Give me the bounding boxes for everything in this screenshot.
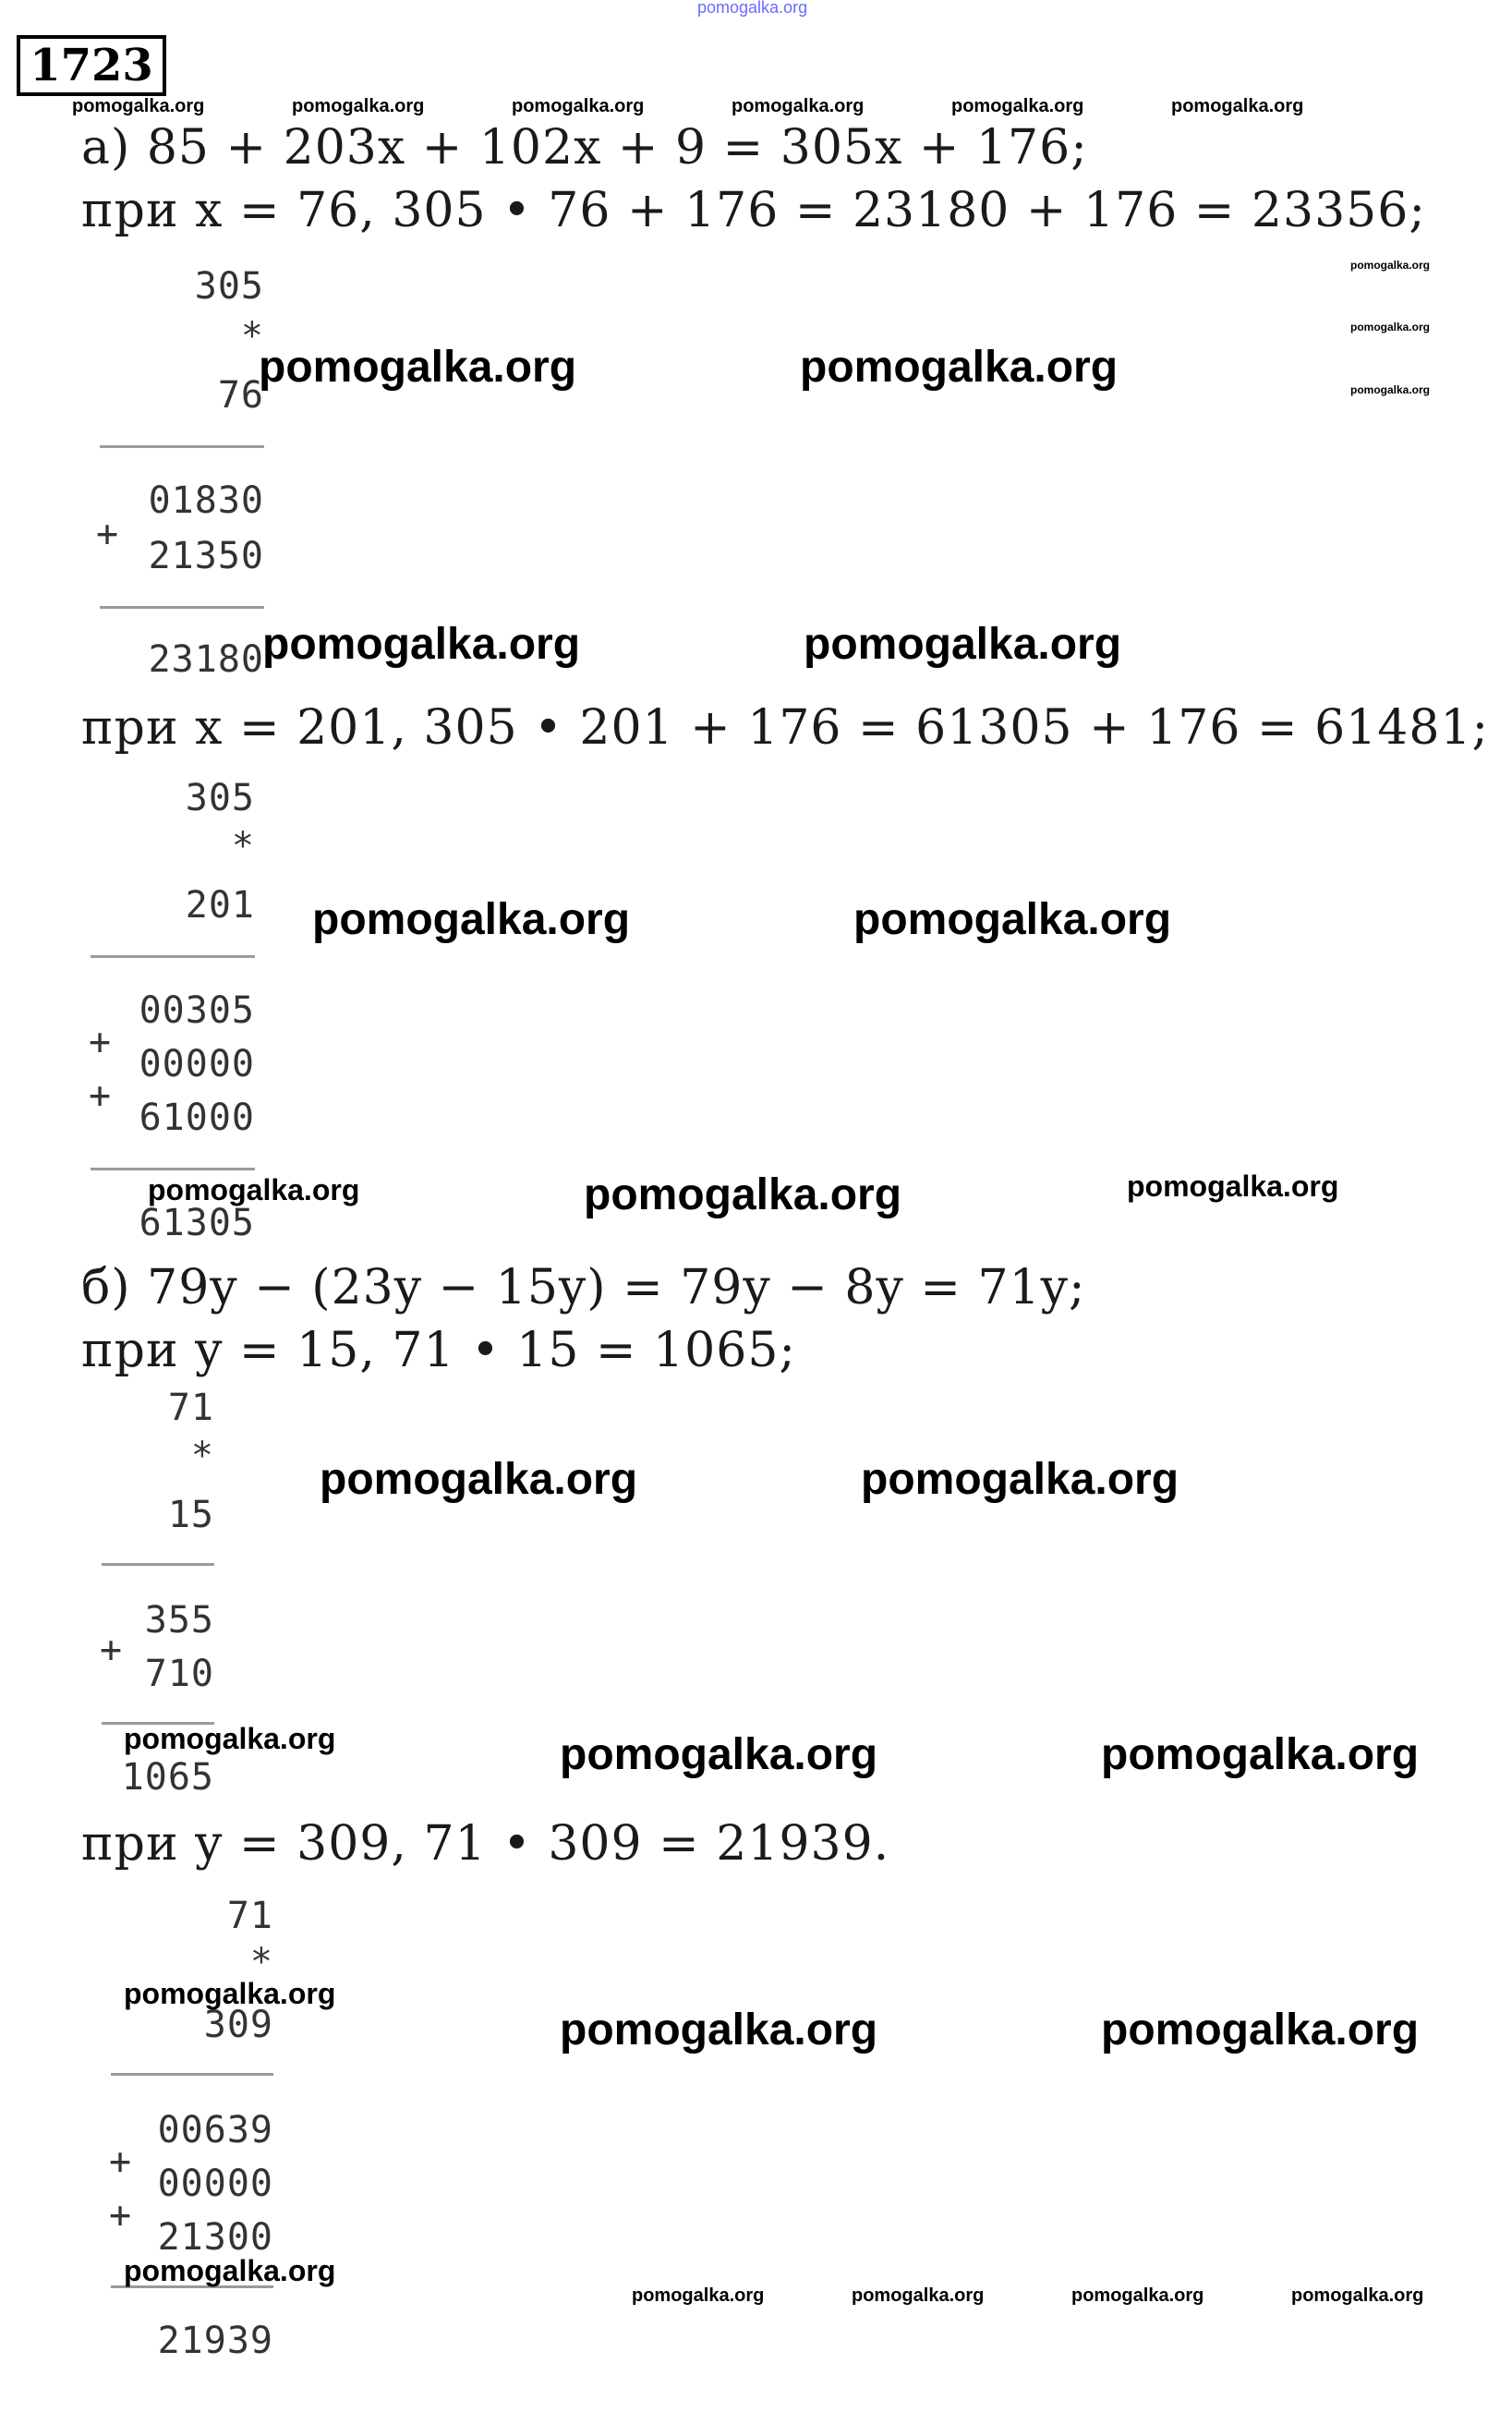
- calc-result: 61305: [139, 1202, 255, 1244]
- equation-b-y2: при y = 309, 71 • 309 = 21939.: [81, 1816, 890, 1872]
- calc-plus: +: [89, 1021, 113, 1063]
- calc-plus: +: [109, 2140, 133, 2183]
- watermark: pomogalka.org: [852, 2285, 985, 2306]
- calc-operator: *: [190, 1435, 214, 1477]
- watermark: pomogalka.org: [804, 620, 1122, 669]
- equation-b-y1: при y = 15, 71 • 15 = 1065;: [81, 1323, 796, 1378]
- calc-rule: [100, 606, 264, 609]
- watermark: pomogalka.org: [312, 895, 631, 944]
- watermark: pomogalka.org: [512, 96, 645, 116]
- calc-partial: 355: [144, 1599, 214, 1642]
- equation-a-main: а) 85 + 203x + 102x + 9 = 305x + 176;: [81, 120, 1088, 176]
- calc-operand: 15: [167, 1494, 214, 1536]
- watermark: pomogalka.org: [1291, 2285, 1424, 2306]
- watermark: pomogalka.org: [732, 96, 865, 116]
- watermark: pomogalka.org: [72, 96, 205, 116]
- watermark: pomogalka.org: [1101, 1730, 1420, 1779]
- calc-operand: 305: [194, 265, 264, 308]
- watermark: pomogalka.org: [1350, 321, 1431, 333]
- watermark: pomogalka.org: [124, 1722, 336, 1755]
- calc-rule: [91, 955, 255, 958]
- watermark: pomogalka.org: [124, 2254, 336, 2287]
- calc-rule: [100, 445, 264, 448]
- watermark: pomogalka.org: [1071, 2285, 1204, 2306]
- task-number: 1723: [17, 35, 166, 96]
- calc-plus: +: [100, 1629, 124, 1671]
- watermark: pomogalka.org: [584, 1170, 902, 1219]
- calc-operand: 305: [185, 777, 255, 819]
- watermark: pomogalka.org: [560, 2006, 878, 2054]
- watermark: pomogalka.org: [262, 620, 581, 669]
- calc-operand: 71: [167, 1387, 214, 1429]
- watermark: pomogalka.org: [951, 96, 1084, 116]
- watermark: pomogalka.org: [292, 96, 425, 116]
- calc-operator: *: [249, 1941, 273, 1983]
- calc-partial: 00639: [157, 2109, 273, 2151]
- calc-plus: +: [109, 2194, 133, 2236]
- calc-operand: 309: [203, 2004, 273, 2046]
- watermark: pomogalka.org: [1127, 1170, 1339, 1203]
- calc-rule: [102, 1563, 214, 1566]
- calc-operand: 71: [226, 1895, 273, 1937]
- watermark: pomogalka.org: [861, 1455, 1179, 1504]
- calc-result: 23180: [148, 638, 264, 681]
- watermark: pomogalka.org: [632, 2285, 765, 2306]
- calc-operand: 201: [185, 884, 255, 927]
- calc-rule: [91, 1168, 255, 1170]
- equation-b-main: б) 79y − (23y − 15y) = 79y − 8y = 71y;: [81, 1260, 1086, 1315]
- calc-plus: +: [96, 513, 120, 555]
- watermark: pomogalka.org: [853, 895, 1172, 944]
- calc-partial: 01830: [148, 479, 264, 522]
- calc-partial: 61000: [139, 1097, 255, 1139]
- watermark: pomogalka.org: [124, 1977, 336, 2010]
- watermark: pomogalka.org: [1350, 259, 1431, 272]
- equation-a-x1: при x = 76, 305 • 76 + 176 = 23180 + 176 = 23356;: [81, 183, 1426, 238]
- watermark: pomogalka.org: [800, 343, 1119, 392]
- watermark: pomogalka.org: [1101, 2006, 1420, 2054]
- calc-result: 1065: [121, 1756, 214, 1799]
- calc-partial: 00000: [157, 2163, 273, 2205]
- calc-result: 21939: [157, 2320, 273, 2362]
- calc-partial: 21300: [157, 2216, 273, 2259]
- calc-operator: *: [231, 825, 255, 867]
- calc-operand: 76: [217, 374, 264, 417]
- calc-plus: +: [89, 1074, 113, 1117]
- calc-partial: 00305: [139, 989, 255, 1032]
- equation-a-x2: при x = 201, 305 • 201 + 176 = 61305 + 176 = 61481;: [81, 700, 1490, 756]
- watermark: pomogalka.org: [1171, 96, 1304, 116]
- calc-partial: 710: [144, 1653, 214, 1695]
- watermark: pomogalka.org: [560, 1730, 878, 1779]
- watermark: pomogalka.org: [320, 1455, 638, 1504]
- watermark: pomogalka.org: [1350, 383, 1431, 396]
- calc-partial: 21350: [148, 535, 264, 577]
- watermark: pomogalka.org: [259, 343, 577, 392]
- watermark: pomogalka.org: [148, 1173, 360, 1206]
- calc-operator: *: [240, 315, 264, 358]
- top-watermark: pomogalka.org: [697, 0, 808, 17]
- calc-partial: 00000: [139, 1043, 255, 1085]
- calc-rule: [111, 2073, 273, 2076]
